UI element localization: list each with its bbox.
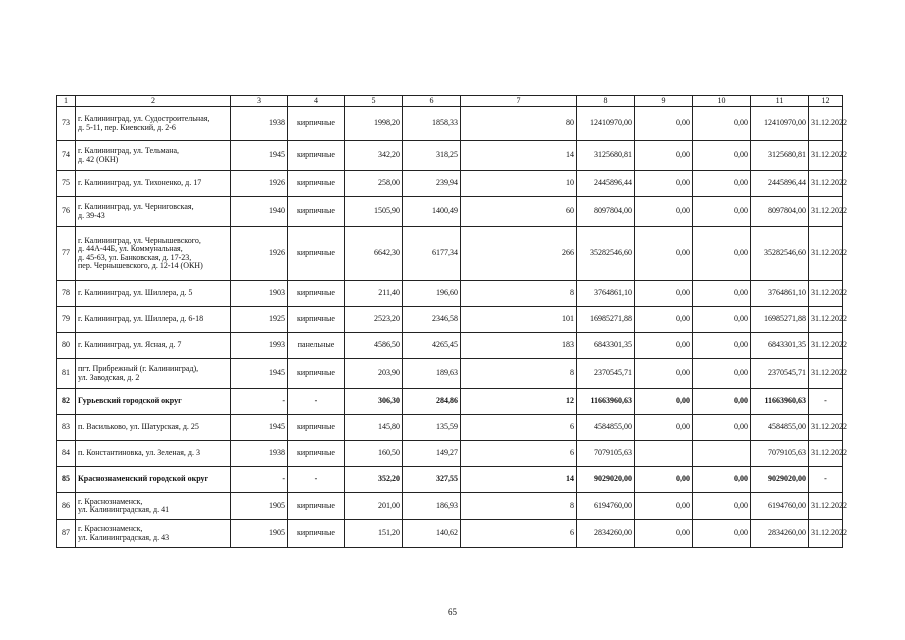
cost-col10-cell: [693, 441, 751, 467]
col-number-6: 6: [403, 96, 461, 107]
area-living-cell: 239,94: [403, 171, 461, 197]
cost-col10-cell: 0,00: [693, 107, 751, 141]
table-row: [57, 307, 843, 333]
year-cell: 1993: [231, 333, 288, 359]
year-cell: 1903: [231, 281, 288, 307]
row-number: 82: [57, 389, 76, 415]
cost-total-cell: 4584855,00: [577, 415, 635, 441]
cost-col10-cell: 0,00: [693, 359, 751, 389]
residents-count-cell: 6: [461, 520, 577, 548]
address-line: п. Васильково, ул. Шатурская, д. 25: [78, 422, 199, 432]
year-cell: 1940: [231, 197, 288, 227]
area-living-cell: 4265,45: [403, 333, 461, 359]
wall-material-cell: кирпичные: [288, 281, 345, 307]
cost-col11-cell: 4584855,00: [751, 415, 809, 441]
area-living-cell: 196,60: [403, 281, 461, 307]
cost-col11-cell: 6194760,00: [751, 493, 809, 520]
area-total-cell: 160,50: [345, 441, 403, 467]
address-line: г. Краснознаменск,: [78, 524, 143, 533]
address-cell: [76, 359, 231, 389]
wall-material-cell: кирпичные: [288, 441, 345, 467]
area-living-cell: 140,62: [403, 520, 461, 548]
deadline-date-cell: 31.12.2022: [809, 107, 843, 141]
address-line: г. Калининград, ул. Судостроительная,: [78, 114, 210, 123]
deadline-date-cell: 31.12.2022: [809, 281, 843, 307]
deadline-date-cell: -: [809, 467, 843, 493]
cost-col9-cell: 0,00: [635, 415, 693, 441]
cost-col9-cell: [635, 441, 693, 467]
table-row: [57, 227, 843, 281]
cost-total-cell: 11663960,63: [577, 389, 635, 415]
row-number: 85: [57, 467, 76, 493]
page-number: 65: [448, 607, 457, 617]
cost-total-cell: 6194760,00: [577, 493, 635, 520]
year-cell: 1938: [231, 107, 288, 141]
row-number: 78: [57, 281, 76, 307]
deadline-date-cell: 31.12.2022: [809, 141, 843, 171]
table-row: [57, 415, 843, 441]
table-row: [57, 359, 843, 389]
cost-col9-cell: 0,00: [635, 107, 693, 141]
wall-material-cell: кирпичные: [288, 415, 345, 441]
area-living-cell: 149,27: [403, 441, 461, 467]
deadline-date-cell: 31.12.2022: [809, 333, 843, 359]
table-row: [57, 520, 843, 548]
residents-count-cell: 14: [461, 467, 577, 493]
register-table-body: [57, 95, 847, 548]
wall-material-cell: кирпичные: [288, 107, 345, 141]
address-line: пгт. Прибрежный (г. Калининград),: [78, 364, 199, 373]
wall-material-cell: -: [288, 467, 345, 493]
wall-material-cell: кирпичные: [288, 493, 345, 520]
area-living-cell: 1400,49: [403, 197, 461, 227]
wall-material-cell: кирпичные: [288, 227, 345, 281]
cost-col10-cell: 0,00: [693, 333, 751, 359]
address-cell: [76, 197, 231, 227]
year-cell: 1945: [231, 359, 288, 389]
cost-col10-cell: 0,00: [693, 520, 751, 548]
cost-col11-cell: 2370545,71: [751, 359, 809, 389]
residents-count-cell: 8: [461, 359, 577, 389]
address-line: г. Калининград, ул. Шиллера, д. 6-18: [78, 314, 204, 324]
area-living-cell: 284,86: [403, 389, 461, 415]
wall-material-cell: кирпичные: [288, 141, 345, 171]
cost-col9-cell: 0,00: [635, 333, 693, 359]
row-number: 74: [57, 141, 76, 171]
col-number-4: 4: [288, 96, 345, 107]
area-living-cell: 186,93: [403, 493, 461, 520]
cost-col11-cell: 12410970,00: [751, 107, 809, 141]
table-row: [57, 171, 843, 197]
year-cell: 1905: [231, 520, 288, 548]
address-line: Краснознаменский городской округ: [78, 474, 209, 484]
row-number: 86: [57, 493, 76, 520]
address-line: ул. Калининградская, д. 41: [78, 505, 170, 514]
residents-count-cell: 8: [461, 281, 577, 307]
area-living-cell: 1858,33: [403, 107, 461, 141]
wall-material-cell: панельные: [288, 333, 345, 359]
area-total-cell: 211,40: [345, 281, 403, 307]
wall-material-cell: -: [288, 389, 345, 415]
cost-total-cell: 3764861,10: [577, 281, 635, 307]
address-line: Гурьевский городской округ: [78, 396, 182, 406]
area-living-cell: 2346,58: [403, 307, 461, 333]
address-cell: [76, 333, 231, 359]
address-line: д. 44А-44Б, ул. Коммунальная,: [78, 244, 183, 253]
deadline-date-cell: 31.12.2022: [809, 415, 843, 441]
row-number: 84: [57, 441, 76, 467]
residents-count-cell: 10: [461, 171, 577, 197]
cost-col9-cell: 0,00: [635, 171, 693, 197]
deadline-date-cell: 31.12.2022: [809, 227, 843, 281]
residents-count-cell: 183: [461, 333, 577, 359]
residents-count-cell: 80: [461, 107, 577, 141]
residents-count-cell: 12: [461, 389, 577, 415]
year-cell: 1926: [231, 171, 288, 197]
table-row: [57, 197, 843, 227]
cost-col9-cell: 0,00: [635, 281, 693, 307]
area-total-cell: 352,20: [345, 467, 403, 493]
col-number-3: 3: [231, 96, 288, 107]
cost-col9-cell: 0,00: [635, 389, 693, 415]
area-total-cell: 342,20: [345, 141, 403, 171]
col-number-1: 1: [57, 96, 76, 107]
row-number: 83: [57, 415, 76, 441]
cost-total-cell: 9029020,00: [577, 467, 635, 493]
area-total-cell: 6642,30: [345, 227, 403, 281]
cost-col9-cell: 0,00: [635, 307, 693, 333]
cost-total-cell: 2445896,44: [577, 171, 635, 197]
cost-col9-cell: 0,00: [635, 493, 693, 520]
address-line: г. Калининград, ул. Тельмана,: [78, 146, 180, 155]
area-total-cell: 203,90: [345, 359, 403, 389]
address-cell: [76, 467, 231, 493]
col-number-7: 7: [461, 96, 577, 107]
cost-col11-cell: 16985271,88: [751, 307, 809, 333]
cost-col11-cell: 3125680,81: [751, 141, 809, 171]
cost-col11-cell: 6843301,35: [751, 333, 809, 359]
cost-total-cell: 3125680,81: [577, 141, 635, 171]
address-cell: [76, 171, 231, 197]
table-row: [57, 493, 843, 520]
cost-col11-cell: 7079105,63: [751, 441, 809, 467]
residents-count-cell: 8: [461, 493, 577, 520]
row-number: 76: [57, 197, 76, 227]
deadline-date-cell: 31.12.2022: [809, 359, 843, 389]
area-total-cell: 1998,20: [345, 107, 403, 141]
col-number-12: 12: [809, 96, 843, 107]
area-total-cell: 151,20: [345, 520, 403, 548]
cost-total-cell: 6843301,35: [577, 333, 635, 359]
wall-material-cell: кирпичные: [288, 520, 345, 548]
address-line: г. Калининград, ул. Шиллера, д. 5: [78, 288, 193, 298]
table-row: [57, 467, 843, 493]
table-row: [57, 333, 843, 359]
cost-col10-cell: 0,00: [693, 467, 751, 493]
address-line: д. 39-43: [78, 210, 105, 220]
cost-col10-cell: 0,00: [693, 389, 751, 415]
address-line: г. Калининград, ул. Чернышевского,: [78, 235, 201, 245]
col-number-8: 8: [577, 96, 635, 107]
cost-col11-cell: 11663960,63: [751, 389, 809, 415]
cost-col11-cell: 35282546,60: [751, 227, 809, 281]
deadline-date-cell: 31.12.2022: [809, 171, 843, 197]
col-number-11: 11: [751, 96, 809, 107]
residents-count-cell: 6: [461, 441, 577, 467]
year-cell: 1926: [231, 227, 288, 281]
cost-col10-cell: 0,00: [693, 197, 751, 227]
year-cell: 1945: [231, 415, 288, 441]
deadline-date-cell: 31.12.2022: [809, 307, 843, 333]
col-number-10: 10: [693, 96, 751, 107]
area-total-cell: 306,30: [345, 389, 403, 415]
cost-col9-cell: 0,00: [635, 227, 693, 281]
cost-col10-cell: 0,00: [693, 171, 751, 197]
year-cell: 1905: [231, 493, 288, 520]
row-number: 75: [57, 171, 76, 197]
wall-material-cell: кирпичные: [288, 307, 345, 333]
cost-col9-cell: 0,00: [635, 197, 693, 227]
address-line: п. Константиновка, ул. Зеленая, д. 3: [78, 448, 200, 458]
cost-total-cell: 8097804,00: [577, 197, 635, 227]
year-cell: -: [231, 467, 288, 493]
row-number: 81: [57, 359, 76, 389]
area-living-cell: 327,55: [403, 467, 461, 493]
cost-total-cell: 2370545,71: [577, 359, 635, 389]
address-line: г. Калининград, ул. Черниговская,: [78, 202, 194, 211]
wall-material-cell: кирпичные: [288, 171, 345, 197]
table-row: [57, 107, 843, 141]
address-line: г. Калининград, ул. Тихоненко, д. 17: [78, 178, 202, 188]
address-line: д. 42 (ОКН): [78, 154, 119, 164]
address-line: г. Краснознаменск,: [78, 496, 143, 506]
address-cell: [76, 493, 231, 520]
address-cell: [76, 227, 231, 281]
address-cell: [76, 415, 231, 441]
col-number-9: 9: [635, 96, 693, 107]
address-cell: [76, 389, 231, 415]
cost-col9-cell: 0,00: [635, 520, 693, 548]
area-total-cell: 145,80: [345, 415, 403, 441]
cost-col10-cell: 0,00: [693, 415, 751, 441]
address-line: д. 5-11, пер. Киевский, д. 2-6: [78, 122, 176, 132]
table-row: [57, 441, 843, 467]
deadline-date-cell: 31.12.2022: [809, 197, 843, 227]
col-number-5: 5: [345, 96, 403, 107]
area-living-cell: 6177,34: [403, 227, 461, 281]
wall-material-cell: кирпичные: [288, 197, 345, 227]
deadline-date-cell: -: [809, 389, 843, 415]
cost-col11-cell: 3764861,10: [751, 281, 809, 307]
residents-count-cell: 6: [461, 415, 577, 441]
deadline-date-cell: 31.12.2022: [809, 493, 843, 520]
address-cell: [76, 107, 231, 141]
area-total-cell: 4586,50: [345, 333, 403, 359]
address-line: пер. Чернышевского, д. 12-14 (ОКН): [78, 261, 203, 270]
year-cell: 1925: [231, 307, 288, 333]
year-cell: 1938: [231, 441, 288, 467]
cost-col9-cell: 0,00: [635, 141, 693, 171]
cost-col10-cell: 0,00: [693, 493, 751, 520]
address-line: г. Калининград, ул. Ясная, д. 7: [78, 340, 182, 350]
cost-col11-cell: 2834260,00: [751, 520, 809, 548]
area-living-cell: 135,59: [403, 415, 461, 441]
cost-total-cell: 16985271,88: [577, 307, 635, 333]
address-cell: [76, 441, 231, 467]
cost-total-cell: 7079105,63: [577, 441, 635, 467]
cost-col9-cell: 0,00: [635, 467, 693, 493]
area-total-cell: 1505,90: [345, 197, 403, 227]
cost-col11-cell: 9029020,00: [751, 467, 809, 493]
area-living-cell: 189,63: [403, 359, 461, 389]
table-row: [57, 141, 843, 171]
cost-col10-cell: 0,00: [693, 281, 751, 307]
cost-col11-cell: 8097804,00: [751, 197, 809, 227]
row-number: 80: [57, 333, 76, 359]
cost-col10-cell: 0,00: [693, 307, 751, 333]
row-number: 73: [57, 107, 76, 141]
area-total-cell: 2523,20: [345, 307, 403, 333]
address-line: ул. Заводская, д. 2: [78, 372, 140, 382]
cost-total-cell: 12410970,00: [577, 107, 635, 141]
wall-material-cell: кирпичные: [288, 359, 345, 389]
cost-col10-cell: 0,00: [693, 227, 751, 281]
area-total-cell: 201,00: [345, 493, 403, 520]
year-cell: 1945: [231, 141, 288, 171]
deadline-date-cell: 31.12.2022: [809, 520, 843, 548]
residents-count-cell: 101: [461, 307, 577, 333]
row-number: 79: [57, 307, 76, 333]
residents-count-cell: 14: [461, 141, 577, 171]
column-number-row: [57, 96, 843, 107]
col-number-2: 2: [76, 96, 231, 107]
row-number: 87: [57, 520, 76, 548]
address-cell: [76, 281, 231, 307]
address-line: ул. Калининградская, д. 43: [78, 532, 170, 542]
address-cell: [76, 307, 231, 333]
row-number: 77: [57, 227, 76, 281]
area-living-cell: 318,25: [403, 141, 461, 171]
table-row: [57, 389, 843, 415]
cost-col10-cell: 0,00: [693, 141, 751, 171]
cost-col11-cell: 2445896,44: [751, 171, 809, 197]
year-cell: -: [231, 389, 288, 415]
address-cell: [76, 141, 231, 171]
register-table: [56, 95, 847, 548]
residents-count-cell: 266: [461, 227, 577, 281]
residents-count-cell: 60: [461, 197, 577, 227]
deadline-date-cell: 31.12.2022: [809, 441, 843, 467]
address-cell: [76, 520, 231, 548]
cost-total-cell: 2834260,00: [577, 520, 635, 548]
table-row: [57, 281, 843, 307]
area-total-cell: 258,00: [345, 171, 403, 197]
cost-total-cell: 35282546,60: [577, 227, 635, 281]
cost-col9-cell: 0,00: [635, 359, 693, 389]
address-line: д. 45-63, ул. Банковская, д. 17-23,: [78, 252, 192, 262]
